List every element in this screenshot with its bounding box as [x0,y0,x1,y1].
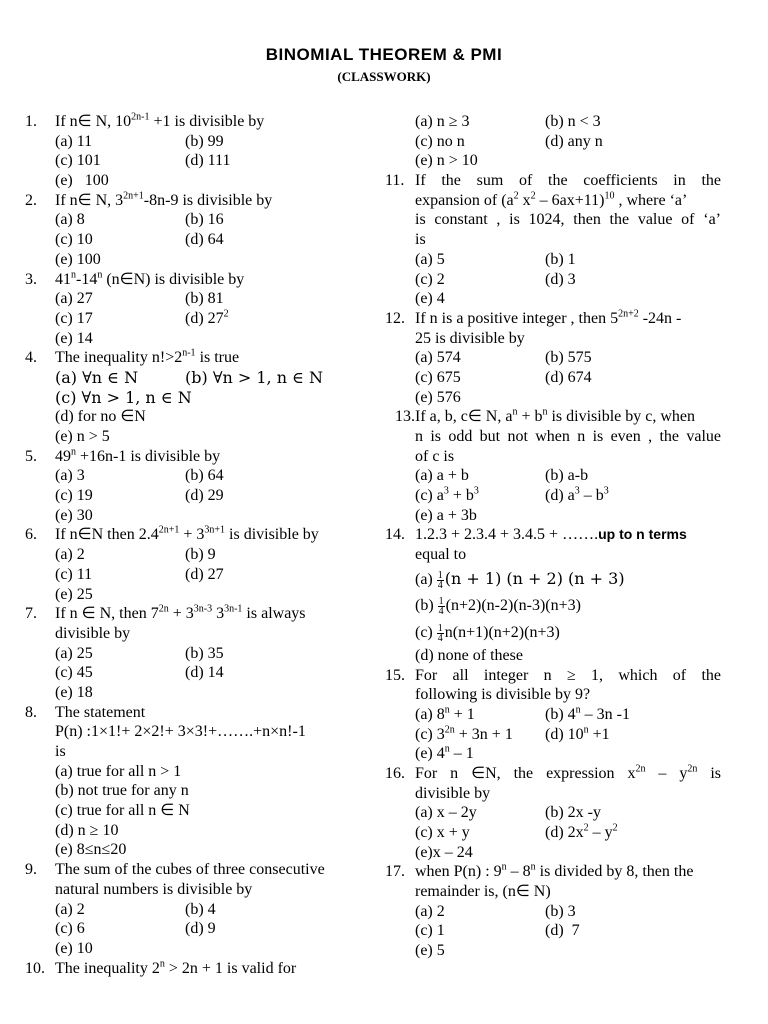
options-row [385,506,723,526]
question-stem: If n∈ N, $10^{2n-1} +1$ is divisible by [55,111,265,130]
question-3 [25,270,365,290]
options-row [385,744,723,764]
option-e: (e) a + 3b [415,506,477,524]
options-row [385,486,723,506]
option-a: (a) 11 [55,132,93,150]
option-d: (d) $2x^2 - y^2$ [545,822,618,841]
question-4 [25,348,365,368]
option-a: (a) true for all n > 1 [55,762,182,780]
option-e: (e) n > 5 [55,428,110,445]
option-c: (c) 17 [55,309,93,327]
option-d: (d) 27 [185,565,224,583]
option-a: (a) x – 2y [415,804,477,822]
option-e: (e) 576 [415,388,461,406]
question-stem: The sum of the cubes of three consecutive [55,861,325,879]
question-number: 7. [25,605,37,623]
option-d: (d) 14 [185,664,224,682]
option-d: (d) $a^3 - b^3$ [545,485,609,505]
question-stem: 1.2.3 + 2.3.4 + 3.4.5 + …….up to n terms [415,526,687,544]
question-number: 4. [25,349,37,367]
fraction-one-quarter: $\frac{1}{4}$ [437,622,443,644]
options-row [25,309,365,329]
options-row [385,466,723,486]
option-b: (b) $\frac{1}{4}$ (n+2)(n-2)(n-3)(n+3) [415,595,581,617]
options-row [25,644,365,664]
options-row [25,801,365,821]
option-a: (a) 3 [55,467,85,485]
question-13 [385,407,723,427]
page-title: BINOMIAL THEOREM & PMI [265,45,503,64]
option-a: (a) 2 [415,902,445,920]
options-row [385,289,723,309]
question-stem-continued: 25 is divisible by [415,329,525,347]
option-b: (b) not true for any n [55,782,189,800]
option-a: (a) 8 [55,211,85,229]
question-number: 14. [385,526,405,544]
options-row [385,902,723,922]
options-row [25,486,365,506]
question-9 [25,860,365,880]
options-row [385,843,723,863]
options-row [25,151,365,171]
option-d: (d) n ≥ 10 [55,821,119,839]
option-b: (b) 99 [185,132,224,150]
option-b: (b) 3 [545,902,576,920]
option-c: (c) 45 [55,664,93,682]
option-d: (d) 64 [185,231,224,249]
question-number: 12. [385,309,405,327]
option-c: (c) ∀n > 1, n ∈ N [55,387,192,407]
question-1 [25,112,365,132]
question-stem: If n∈N then $2.4^{2n+1} + 3^{3n+1}$ is divisible by [55,525,319,544]
question-number: 5. [25,447,37,465]
option-a: (a) $\frac{1}{4}$ (n + 1) (n + 2) (n + 3) [415,568,625,591]
option-b: (b) 2x -y [545,804,601,822]
question-10 [25,959,365,979]
option-a: (a) a + b [415,467,469,485]
option-b: (b) 575 [545,349,592,367]
options-row [25,939,365,959]
question-stem-continued: n is odd but not when n is even , the value [415,428,721,445]
option-e: (e) 100 [55,172,109,190]
question-stem-continued: is [415,231,426,249]
option-a: (a) ∀n ∈ N [55,367,139,387]
option-e: (e) n > 10 [415,152,478,170]
question-stem: If n is a positive integer , then $5^{2n+2}$ -24n - [415,308,682,327]
options-row [385,619,723,646]
option-d: (d) 674 [545,368,592,386]
question-stem: The inequality $n!>2^{n-1}$ is true [55,347,240,367]
question-8 [25,703,365,723]
options-row [385,112,723,132]
question-number: 3. [25,270,37,288]
options-row [25,565,365,585]
options-row [25,210,365,230]
question-stem-continued: following is divisible by 9? [415,686,591,704]
question-stem: $49^n +16n-1$ is divisible by [55,446,221,465]
options-row [385,250,723,270]
option-a: (a) 574 [415,349,461,367]
option-b: (b) 35 [185,644,224,662]
question-stem-continued: expansion of ($a^2$ $x^2 - 6ax+11)^{10}$ , where ‘a’ [415,190,688,209]
question-14 [385,525,723,545]
option-b: (b) ∀n > 1, n ∈ N [185,367,324,387]
option-e: (e) 18 [55,683,93,701]
option-b: (b) n < 3 [545,113,601,130]
question-number: 9. [25,861,37,879]
options-row [385,725,723,745]
options-row [385,151,723,171]
question-5 [25,447,365,467]
option-c: (c) x + y [415,824,470,841]
question-stem: For all integer n ≥ 1, which of the [415,666,721,684]
option-c: (c) true for all n ∈ N [55,802,190,820]
options-row [25,289,365,309]
options-row [25,919,365,939]
question-11 [385,171,723,191]
option-a: (a) 27 [55,290,93,308]
options-row [25,171,365,191]
option-b: (b) 81 [185,290,224,308]
question-stem-continued: equal to [415,546,467,564]
option-e: (e) 10 [55,939,93,957]
option-a: (a) n ≥ 3 [415,113,470,130]
question-number: 1. [25,113,37,130]
question-stem: If n∈ N, $3^{2n+1}-8n-9$ is divisible by [55,190,273,209]
options-row [385,823,723,843]
option-e: (e) 4 [415,290,445,308]
question-stem: when P(n) : 9$^n$ – 8$^n$ is divided by 8, then the [415,862,694,881]
option-c: (c) $3^{2n} + 3n + 1$ [415,724,513,743]
options-row [25,368,365,388]
question-stem: The statement [55,703,146,721]
option-e: (e) 25 [55,585,93,603]
option-e: (e) 8≤n≤20 [55,841,127,859]
question-number: 11. [385,172,405,190]
option-a: (a) 25 [55,644,93,662]
option-e: (e) 5 [415,942,445,960]
options-row [25,762,365,782]
question-number: 17. [385,863,405,881]
page-subtitle: (CLASSWORK) [337,69,431,84]
option-c: (c) $\frac{1}{4}$ n(n+1)(n+2)(n+3) [415,622,560,644]
option-c: (c) 11 [55,565,93,583]
fraction-one-quarter: $\frac{1}{4}$ [437,569,443,591]
option-d: (d) 111 [185,152,231,170]
options-row [25,132,365,152]
option-b: (b) 64 [185,467,224,485]
options-row [385,388,723,408]
options-row [25,407,365,427]
question-7 [25,604,365,624]
option-a: (a) 2 [55,900,85,918]
option-e: (e) 100 [55,250,101,268]
option-d: (d) none of these [415,646,523,664]
option-c: (c) 2 [415,270,445,288]
options-row [25,329,365,349]
question-2 [25,191,365,211]
options-row [25,840,365,860]
option-c: (c) 1 [415,922,445,940]
options-row [25,663,365,683]
option-d: (d) 29 [185,487,224,505]
options-row [385,132,723,152]
question-stem-continued: P(n) :1×1!+ 2×2!+ 3×3!+…….+n×n!-1 [55,723,306,741]
option-c: (c) $a^3 + b^3$ [415,485,479,505]
question-number: 13. [395,408,415,426]
options-row [25,900,365,920]
option-d: (d) $10^n +1$ [545,724,610,743]
options-row [25,585,365,605]
question-6 [25,525,365,545]
question-stem: 41$^n$-14$^n$ (n∈N) is divisible by [55,269,245,288]
question-stem: If a, b, c∈ N, $a^n + b^n$ is divisible by c, when [415,406,696,426]
option-e: (e) 4$^n$ – 1 [415,743,474,763]
question-stem: For n ∈N, the expression $x^{2n} - y^{2n}$ is [415,763,721,782]
question-stem-continued: is constant , is 1024, then the value of ‘a’ [415,211,721,229]
options-row [25,545,365,565]
question-number: 8. [25,703,37,721]
question-stem: The inequality $2^n > 2n + 1$ is valid for [55,958,297,977]
left-column [25,112,365,978]
options-row [385,270,723,290]
options-row [25,506,365,526]
question-stem-continued: remainder is, (n∈ N) [415,883,551,901]
options-row [385,941,723,961]
options-row [385,565,723,592]
question-stem: If the sum of the coefficients in the [415,172,721,190]
right-column [385,112,723,961]
option-c: (c) 19 [55,487,93,505]
question-number: 6. [25,526,37,544]
question-stem-continued: divisible by [55,624,131,642]
option-b: (b) 1 [545,250,576,268]
option-e: (e)x – 24 [415,843,473,861]
question-stem: If n ∈ N, then $7^{2n} + 3^{3n-3}$ $3^{3n-1}$ is always [55,603,306,623]
options-row [25,250,365,270]
option-b: (b) 16 [185,211,224,229]
options-row [25,466,365,486]
option-d: (d) 9 [185,920,216,938]
option-c: (c) 675 [415,368,461,386]
option-e: (e) 14 [55,329,93,347]
option-d: (d) 3 [545,270,576,288]
question-number: 10. [25,959,45,977]
question-15 [385,666,723,686]
option-a: (a) 2 [55,546,85,564]
options-row [385,803,723,823]
question-number: 16. [385,764,405,782]
option-d: (d) 7 [545,922,580,940]
option-d: (d) $27^2$ [185,308,229,327]
options-row [25,781,365,801]
option-c: (c) no n [415,132,465,150]
option-b: (b) 4$^n$ – 3n -1 [545,704,630,723]
option-d: (d) any n [545,132,603,150]
options-row [25,427,365,447]
question-number: 2. [25,191,37,209]
options-row [25,821,365,841]
option-a: (a) $8^n + 1$ [415,704,475,723]
question-16 [385,764,723,784]
option-c: (c) 6 [55,920,85,938]
question-17 [385,862,723,882]
options-row [25,388,365,408]
option-b: (b) a-b [545,467,589,485]
options-row [385,705,723,725]
question-stem-continued: natural numbers is divisible by [55,880,253,898]
question-number: 15. [385,666,405,684]
question-12 [385,309,723,329]
option-c: (c) 101 [55,152,101,170]
options-row [385,921,723,941]
option-b: (b) 4 [185,900,216,918]
options-row [385,646,723,666]
question-stem-continued: of c is [415,447,455,465]
fraction-one-quarter: $\frac{1}{4}$ [438,595,444,617]
option-a: (a) 5 [415,250,445,268]
options-row [25,230,365,250]
options-row [385,592,723,619]
options-row [385,368,723,388]
options-row [385,348,723,368]
option-d: (d) for no ∈N [55,408,146,426]
question-stem-continued: is [55,743,66,760]
option-b: (b) 9 [185,546,216,564]
question-stem-continued: divisible by [415,784,491,802]
options-row [25,683,365,703]
option-e: (e) 30 [55,506,93,524]
option-c: (c) 10 [55,231,93,249]
